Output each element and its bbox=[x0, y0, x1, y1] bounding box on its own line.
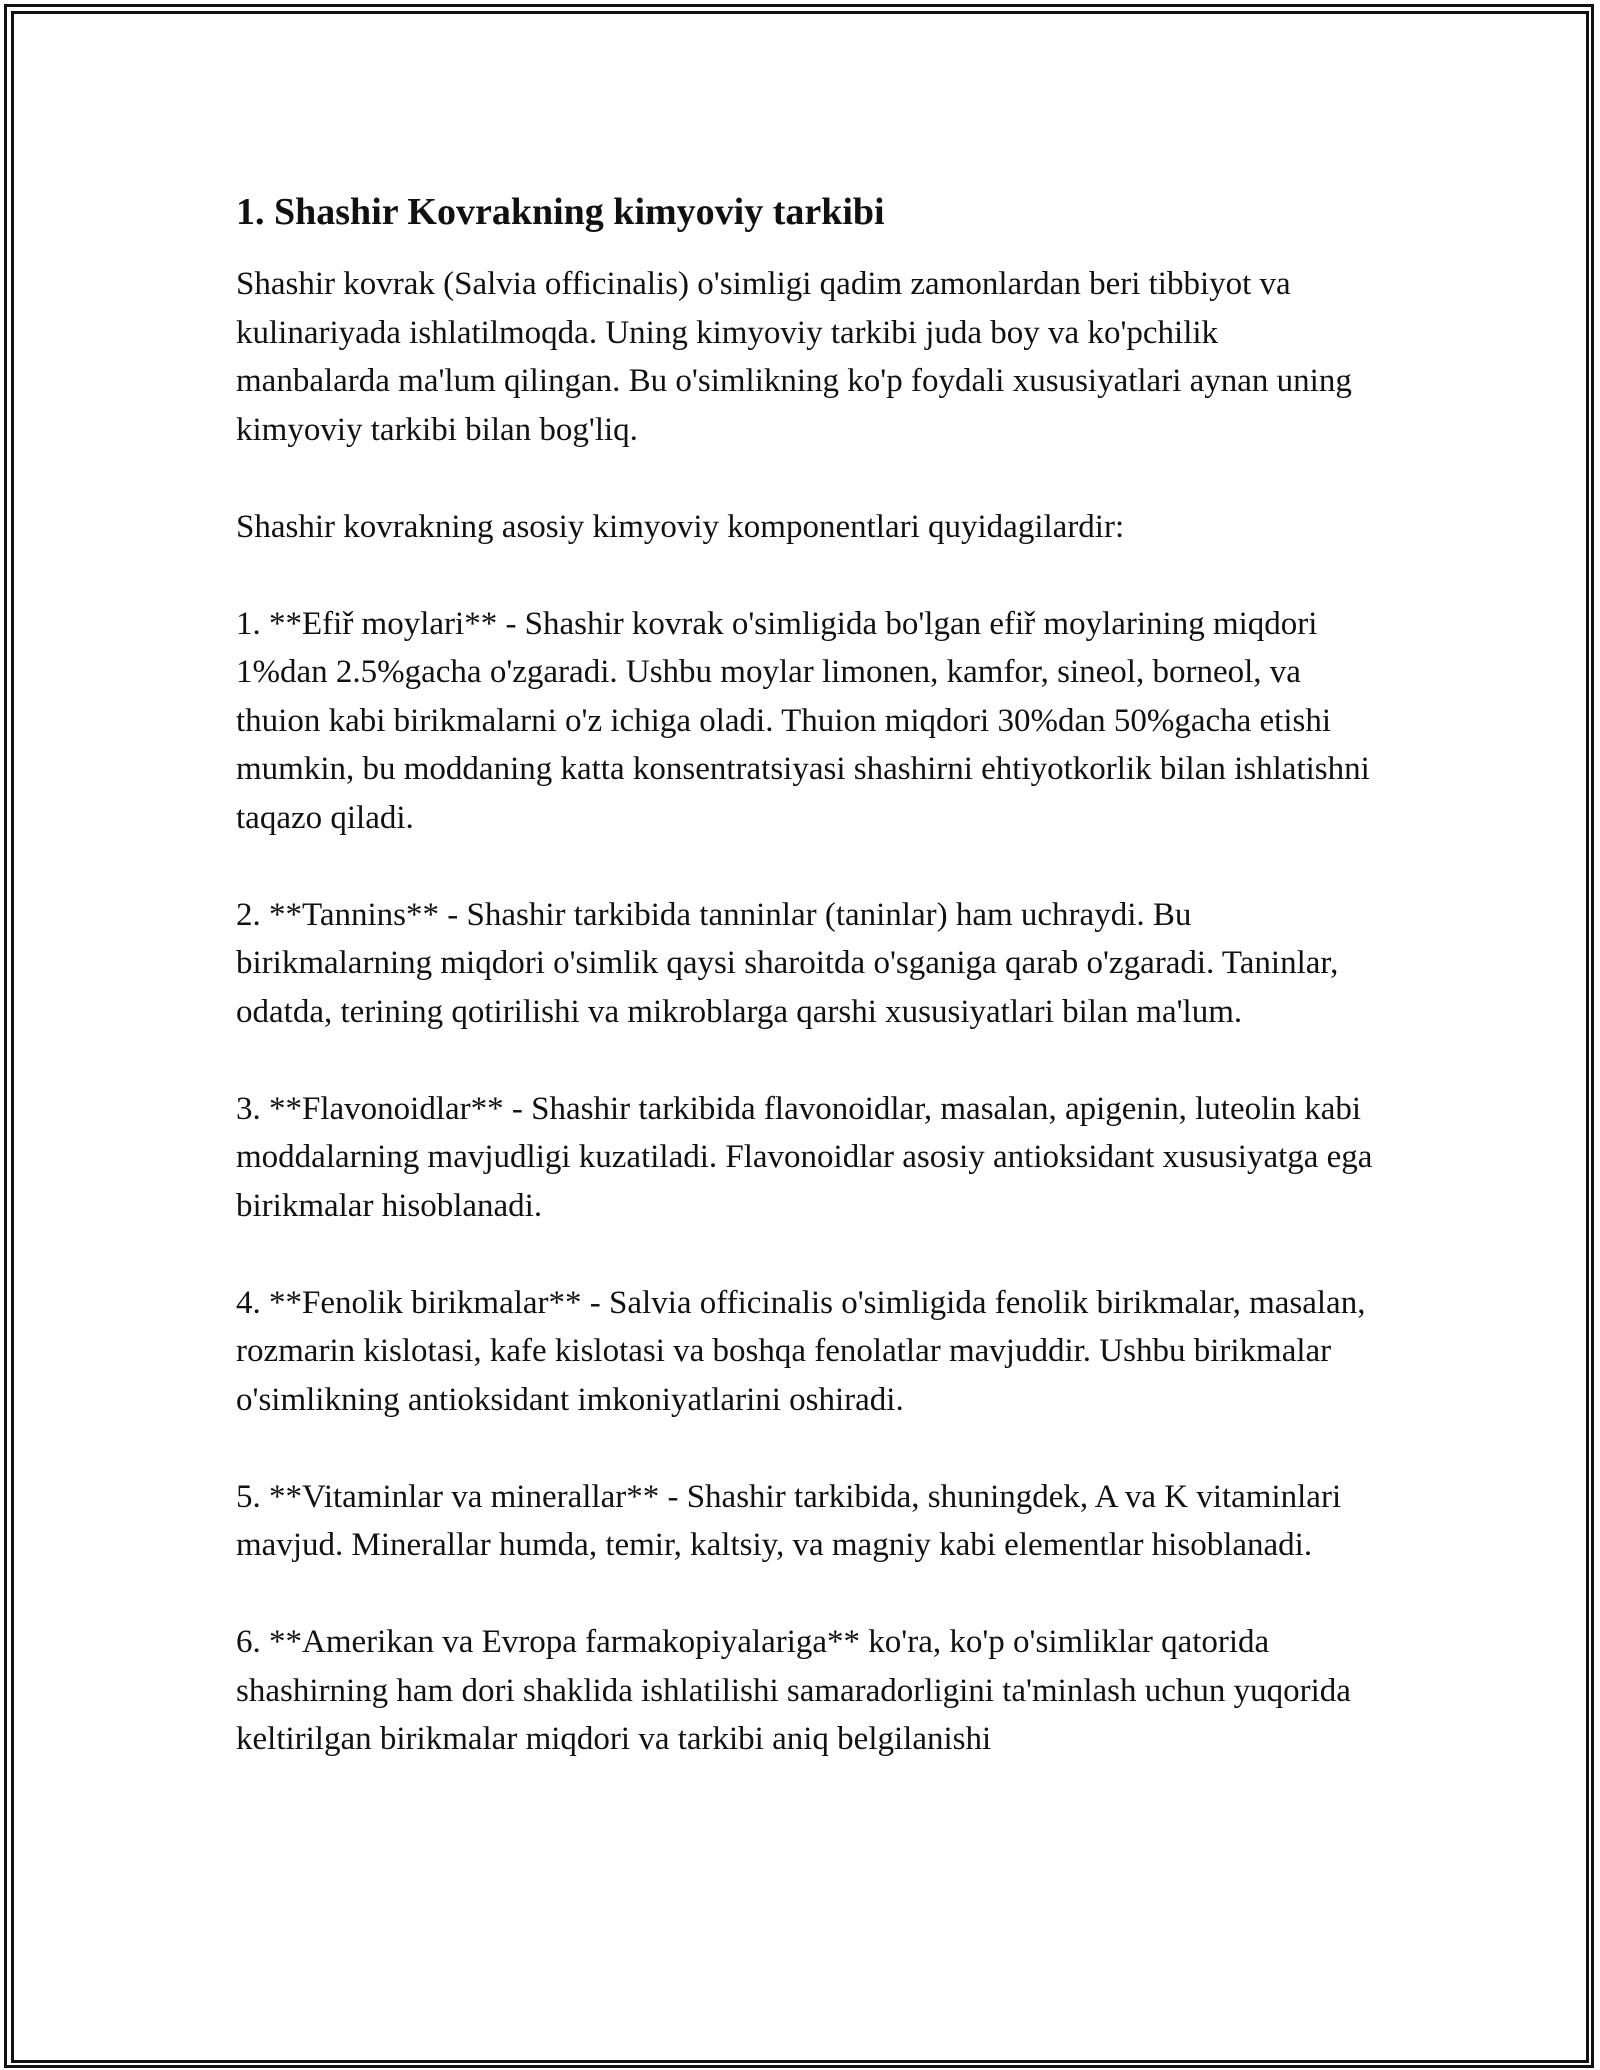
intro-paragraph: Shashir kovrak (Salvia officinalis) o'simligi qadim zamonlardan beri tibbiyot va kulinariyada ishlatilmoqda. Uning kimyoviy tarkibi juda boy va ko'pchilik manbalarda ma'lum qilingan. Bu o'simlikning ko'p foydali xususiyatlari aynan uning kimyoviy tarkibi bilan bog'liq. bbox=[236, 266, 1352, 448]
components-lead-paragraph: Shashir kovrakning asosiy kimyoviy komponentlari quyidagilardir: bbox=[236, 508, 1125, 545]
tannins-paragraph: 2. **Tannins** - Shashir tarkibida tanninlar (taninlar) ham uchraydi. Bu birikmalarning miqdori o'simlik qaysi sharoitda o'sganiga qarab o'zgaradi. Taninlar, odatda, terining qotirilishi va mikroblarga qarshi xususiyatlari bilan ma'lum. bbox=[236, 896, 1339, 1030]
document-body bbox=[236, 186, 1376, 1812]
pharmacopoeia-paragraph: 6. **Amerikan va Evropa farmakopiyalariga** ko'ra, ko'p o'simliklar qatorida shashirning ham dori shaklida ishlatilishi samaradorligini ta'minlash uchun yuqorida keltirilgan birikmalar miqdori va tarkibi aniq belgilanishi bbox=[236, 1624, 1351, 1757]
section-title: 1. Shashir Kovrakning kimyoviy tarkibi bbox=[236, 191, 885, 233]
flavonoids-paragraph: 3. **Flavonoidlar** - Shashir tarkibida flavonoidlar, masalan, apigenin, luteolin kabi moddalarning mavjudligi kuzatiladi. Flavonoidlar asosiy antioksidant xususiyatga ega birikmalar hisoblanadi. bbox=[236, 1090, 1373, 1224]
vitamins-minerals-paragraph: 5. **Vitaminlar va minerallar** - Shashir tarkibida, shuningdek, A va K vitaminlari mavjud. Minerallar humda, temir, kaltsiy, va magniy kabi elementlar hisoblanadi. bbox=[236, 1478, 1342, 1563]
essential-oils-paragraph: 1. **Efiř moylari** - Shashir kovrak o'simligida bo'lgan efiř moylarining miqdori 1%dan 2.5%gacha o'zgaradi. Ushbu moylar limonen, kamfor, sineol, borneol, va thuion kabi birikmalarni o'z ichiga oladi. Thuion miqdori 30%dan 50%gacha etishi mumkin, bu moddaning katta konsentratsiyasi shashirni ehtiyotkorlik bilan ishlatishni taqazo qiladi. bbox=[236, 605, 1370, 836]
phenolic-compounds-paragraph: 4. **Fenolik birikmalar** - Salvia officinalis o'simligida fenolik birikmalar, masalan, rozmarin kislotasi, kafe kislotasi va boshqa fenolatlar mavjuddir. Ushbu birikmalar o'simlikning antioksidant imkoniyatlarini oshiradi. bbox=[236, 1284, 1366, 1418]
